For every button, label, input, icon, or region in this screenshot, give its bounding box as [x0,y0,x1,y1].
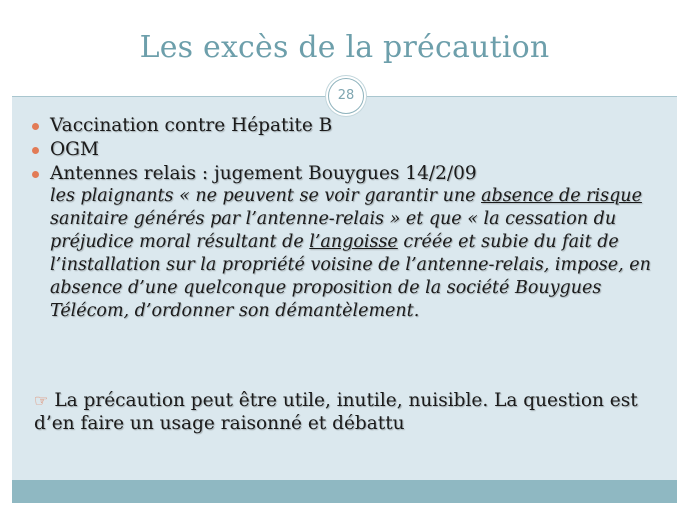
quote-part: créée et subie du fait de l’installation sur la propriété voisine de l’antenne-relais, impose, en absence d’une quelconque proposition de la société Bouygues Télécom, d’ordonner son démantèlement. [50,232,651,321]
list-item-text: Antennes relais : jugement Bouygues 14/2/09 [50,163,477,184]
list-item [30,162,670,186]
list-item-text: OGM [50,139,99,160]
bullet-dot-icon [32,123,39,130]
bullet-dot-icon [32,171,39,178]
conclusion [34,389,674,435]
footer-band [12,480,677,503]
quote-underlined-anguish: l’angoisse [309,232,398,252]
slide-number: 28 [337,88,355,103]
quote-part: les plaignants « ne peuvent se voir garantir une [50,186,482,206]
court-quote [30,185,670,323]
list-item [30,138,670,162]
list-item [30,114,670,138]
list-item-text: Vaccination contre Hépatite B [50,115,333,136]
slide-title: Les excès de la précaution [139,30,550,65]
pointing-hand-icon: ☞ [34,391,49,410]
content-area [12,97,677,480]
bullet-dot-icon [32,147,39,154]
bullet-list [30,114,670,323]
quote-underlined-risk: absence de risque [481,186,642,206]
quote-part: sanitaire générés par l’antenne-relais » et que « la cessation du préjudice moral résultant de [50,209,617,252]
conclusion-text: La précaution peut être utile, inutile, nuisible. La question est d’en faire un usage raisonné et débattu [34,390,638,434]
slide-number-badge [328,78,364,114]
